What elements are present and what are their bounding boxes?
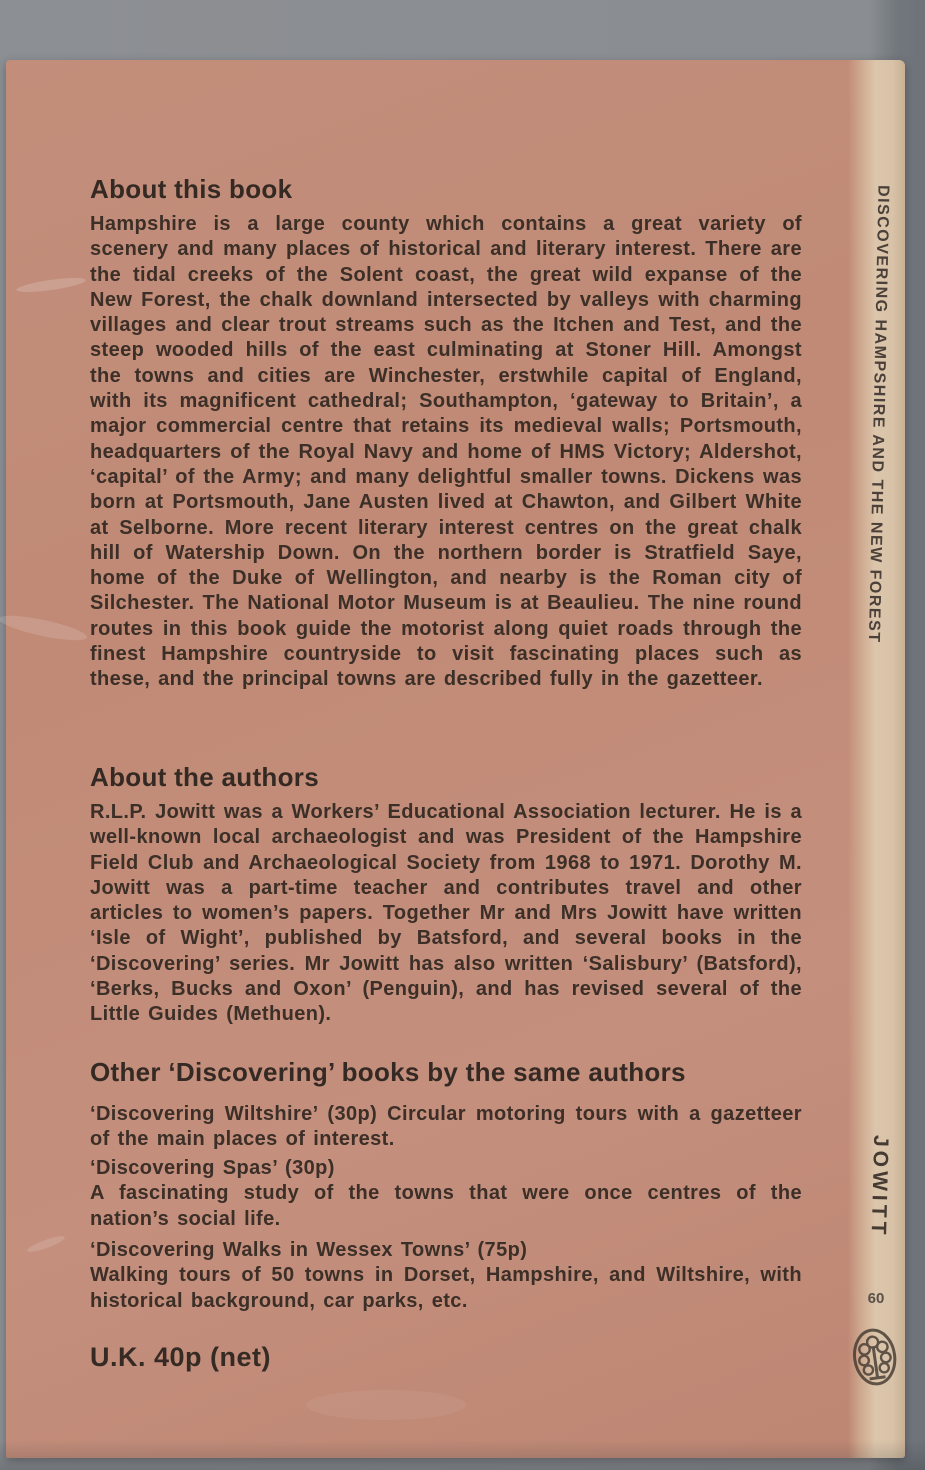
spine-series-number: 60 — [867, 1290, 885, 1307]
about-authors-heading: About the authors — [90, 762, 319, 792]
publisher-tree-logo-icon — [847, 1323, 904, 1396]
wear-mark — [16, 275, 87, 295]
book-item-wiltshire — [90, 1102, 802, 1153]
book-item-description: Circular motoring tours with a gazetteer of the main places of interest. — [90, 1103, 802, 1151]
book-item-spas — [90, 1156, 802, 1232]
book-item-description: A fascinating study of the towns that were once centres of the nation’s social life. — [90, 1182, 802, 1230]
about-authors-paragraph: R.L.P. Jowitt was a Workers’ Educational Association lecturer. He is a well-known local archaeologist and was President of the Hampshire Field Club and Archaeological Society from 1968 to 1971. Dorothy M. Jowitt was a part-time teacher and contributes travel and other articles to women’s papers. Together Mr and Mrs Jowitt have written ‘Isle of Wight’, published by Batsford, and several books in the ‘Discovering’ series. Mr Jowitt has also written ‘Salisbury’ (Batsford), ‘Berks, Bucks and Oxon’ (Penguin), and has revised several of the Little Guides (Methuen). — [90, 801, 802, 1026]
wear-mark — [306, 1390, 466, 1420]
book-item-title: ‘Discovering Walks in Wessex Towns’ (75p) — [90, 1239, 528, 1261]
book-spine-edge — [848, 60, 905, 1458]
book-item-description: Walking tours of 50 towns in Dorset, Hampshire, and Wiltshire, with historical background, car parks, etc. — [90, 1264, 802, 1312]
price-label: U.K. 40p (net) — [90, 1342, 272, 1372]
book-item-wessex-walks — [90, 1238, 802, 1314]
book-item-title: ‘Discovering Spas’ (30p) — [90, 1157, 335, 1179]
about-book-paragraph: Hampshire is a large county which contains a great variety of scenery and many places of historical and literary interest. There are the tidal creeks of the Solent coast, the great wild expanse of the New Forest, the chalk downland intersected by valleys with charming villages and clear trout streams such as the Itchen and Test, and the steep wooded hills of the east culminating at Stoner Hill. Amongst the towns and cities are Winchester, erstwhile capital of England, with its magnificent cathedral; Southampton, ‘gateway to Britain’, a major commercial centre that retains its medieval walls; Portsmouth, headquarters of the Royal Navy and home of HMS Victory; Aldershot, ‘capital’ of the Army; and many delightful smaller towns. Dickens was born at Portsmouth, Jane Austen lived at Chawton, and Gilbert White at Selborne. More recent literary interest centres on the great chalk hill of Watership Down. On the northern border is Stratfield Saye, home of the Duke of Wellington, and nearby is the Roman city of Silchester. The National Motor Museum is at Beaulieu. The nine round routes in this book guide the motorist along quiet roads through the finest Hampshire countryside to visit fascinating places such as these, and the principal towns are described fully in the gazetteer. — [90, 213, 802, 691]
book-item-title: ‘Discovering Wiltshire’ (30p) — [90, 1103, 378, 1125]
spine-title: DISCOVERING HAMPSHIRE AND THE NEW FOREST — [864, 184, 892, 644]
spine-author: JOWITT — [866, 1134, 892, 1239]
wear-mark — [26, 1233, 66, 1254]
about-book-heading: About this book — [90, 174, 293, 204]
other-books-heading: Other ‘Discovering’ books by the same authors — [90, 1057, 686, 1087]
book-back-cover — [6, 60, 905, 1458]
wear-mark — [0, 611, 89, 645]
